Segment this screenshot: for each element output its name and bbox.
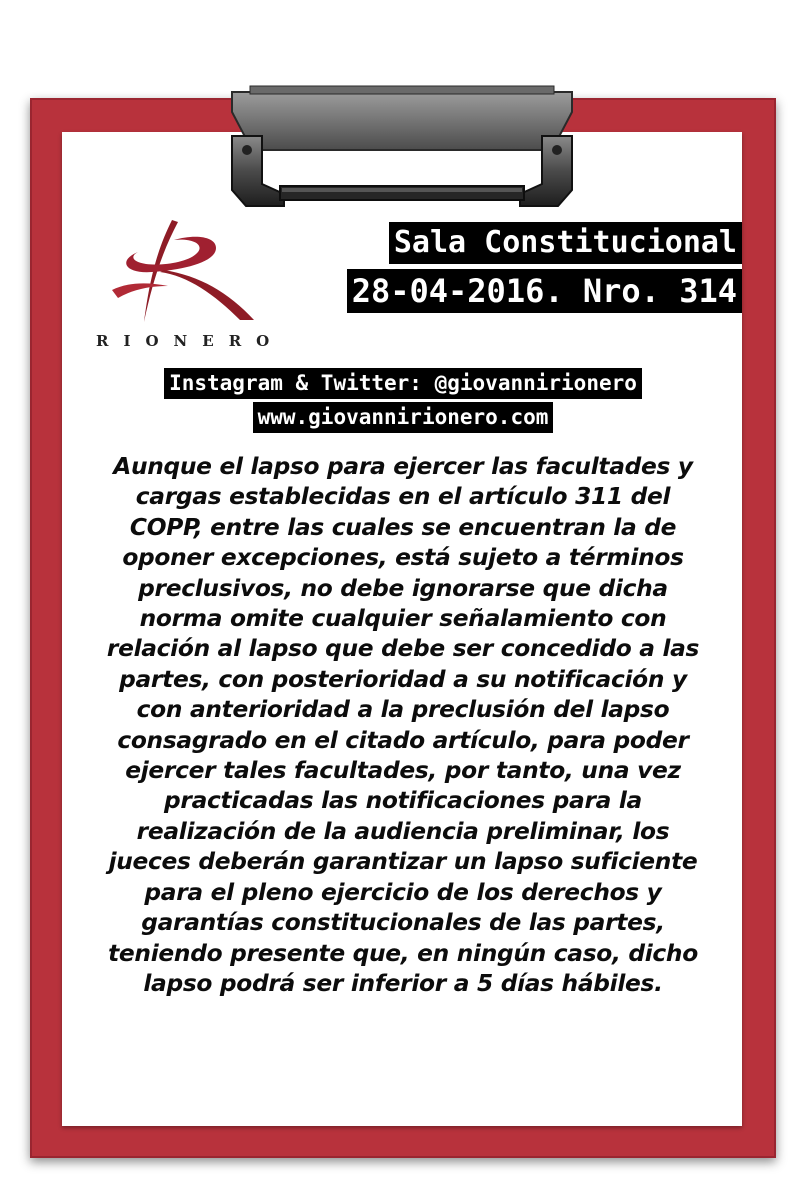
ruling-date-number: 28-04-2016. Nro. 314 (347, 269, 742, 313)
ruling-quote: Aunque el lapso para ejercer las facultades y cargas establecidas en el artículo 311 del COPP, entre las cuales se encuentran la de oponer excepciones, está sujeto a términos preclusivos, no debe ignorarse que dicha norma omite cualquier señalamiento con relación al lapso que debe ser concedido a las partes, con posterioridad a su notificación y con anterioridad a la preclusión del lapso consagrado en el citado artículo, para poder ejercer tales facultades, por tanto, una vez practicadas las notificaciones para la realización de la audiencia preliminar, los jueces deberán garantizar un lapso suficiente para el pleno ejercicio de los derechos y garantías constitucionales de las partes, teniendo presente que, en ningún caso, dicho lapso podrá ser inferior a 5 días hábiles. (106, 453, 700, 997)
social-links (0, 368, 806, 433)
clipboard-clip-icon (0, 0, 806, 220)
logo-wordmark: RIONERO (96, 332, 285, 350)
ruling-header (347, 222, 742, 313)
social-handles: Instagram & Twitter: @giovannirionero (164, 368, 642, 399)
court-title: Sala Constitucional (389, 222, 742, 264)
website-link[interactable]: www.giovannirionero.com (253, 402, 554, 433)
